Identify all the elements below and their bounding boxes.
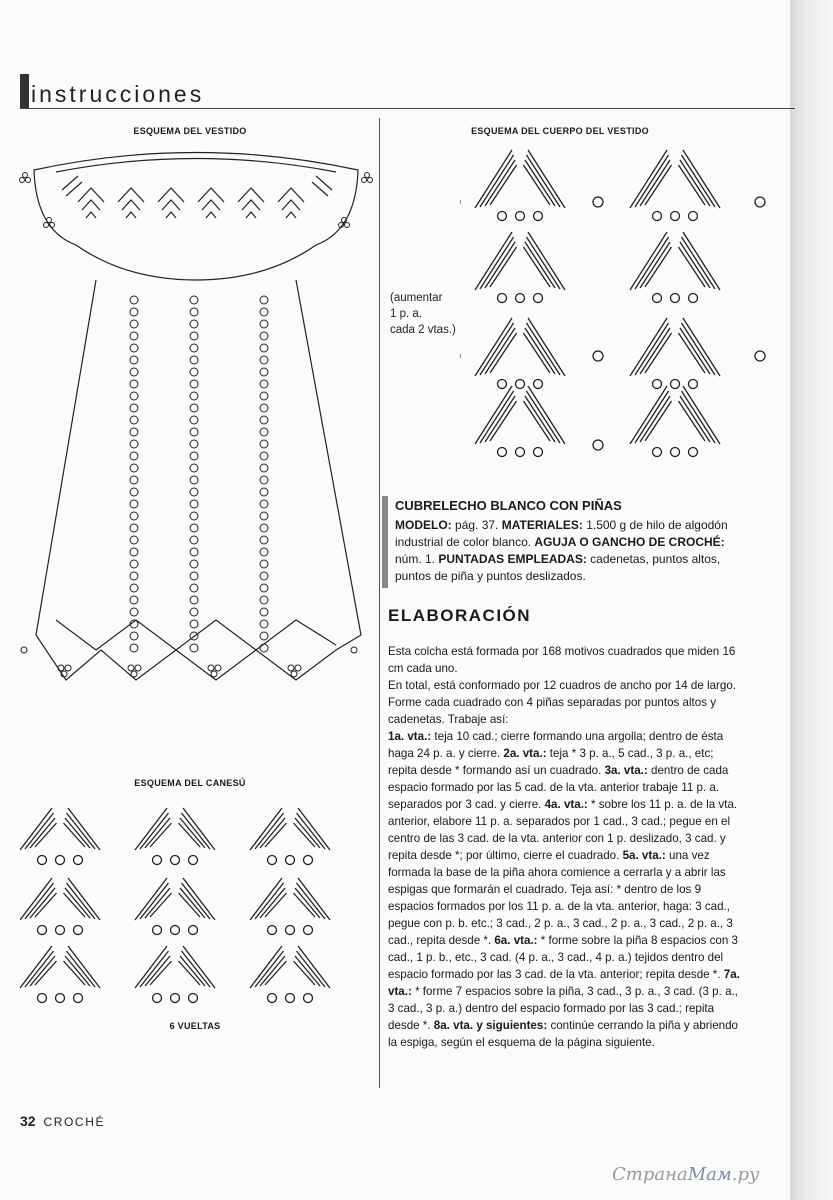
bead (190, 500, 198, 508)
stitch-line (682, 323, 716, 375)
bead (190, 596, 198, 604)
stitch-line (635, 237, 669, 289)
stitch-line (68, 878, 100, 920)
increase-note-line3: cada 2 vtas.) (390, 324, 456, 336)
stitch-line (485, 396, 515, 442)
bead (190, 320, 198, 328)
pattern-title: CUBRELECHO BLANCO CON PIÑAS (395, 498, 622, 513)
header-rule (20, 108, 795, 109)
stitch-line (135, 808, 167, 850)
bead (130, 644, 138, 652)
bead (130, 404, 138, 412)
round-2-text: teja * 3 p. a., 5 cad., 3 p. a., etc; repita desde * formando así un cuadrado. (388, 747, 714, 777)
stitch-line (250, 946, 282, 988)
ring (153, 856, 162, 865)
ring (189, 994, 198, 1003)
pattern-box-accent (382, 496, 388, 588)
stitch-line (298, 946, 330, 988)
ring (671, 380, 680, 389)
round-4-label: 4a. vta.: (544, 798, 588, 811)
ring (74, 926, 83, 935)
ring (755, 197, 765, 207)
yoke-motifs (20, 808, 330, 1003)
ring (593, 440, 603, 450)
ring (671, 448, 680, 457)
bead (190, 404, 198, 412)
puntadas-label: PUNTADAS EMPLEADAS: (438, 552, 587, 566)
watermark-part-2: Мам (687, 1164, 732, 1185)
bead (260, 620, 268, 628)
pattern-details (395, 517, 740, 585)
dress-schematic (16, 140, 376, 700)
bead (260, 476, 268, 484)
bead (130, 452, 138, 460)
bead (130, 296, 138, 304)
ring (171, 926, 180, 935)
bead (260, 440, 268, 448)
stitch-line (640, 396, 670, 442)
ring (171, 856, 180, 865)
stitch-line (298, 808, 330, 850)
stitch-line (680, 328, 710, 374)
header-title: instrucciones (31, 81, 205, 107)
stitch-line (525, 328, 555, 374)
round-8-label: 8a. vta. y siguientes: (433, 1019, 548, 1032)
bead (260, 560, 268, 568)
bead (130, 344, 138, 352)
bead (260, 464, 268, 472)
increase-note (390, 290, 456, 338)
stitch-line (635, 155, 669, 207)
stitch-line (183, 946, 215, 988)
bead (260, 308, 268, 316)
stitch-line (480, 391, 514, 443)
stitch-line (640, 160, 670, 206)
ring (56, 926, 65, 935)
stitch-line (680, 160, 710, 206)
dress-bead-columns (130, 296, 268, 652)
bead (130, 380, 138, 388)
bead (190, 440, 198, 448)
column-divider (379, 118, 380, 1088)
bead (260, 584, 268, 592)
ring (498, 380, 507, 389)
ring (304, 856, 313, 865)
ring (268, 856, 277, 865)
stitch-line (525, 242, 555, 288)
bead (190, 476, 198, 484)
round-1-text: teja 10 cad.; cierre formando una argolla; dentro de ésta haga 24 p. a. y cierre. (388, 730, 724, 760)
increase-note-line1: (aumentar (390, 292, 443, 304)
round-7-text: * forme 7 espacios sobre la piña, 3 cad., 3 p. a., 3 cad. (3 p. a., 3 cad., 3 p. a.) dentro del espacio formado por las 3 cad.; repita desde *. (388, 985, 738, 1032)
ring (671, 294, 680, 303)
ring (653, 212, 662, 221)
aguja-label: AGUJA O GANCHO DE CROCHÉ: (534, 535, 725, 549)
ring (286, 926, 295, 935)
bead (260, 452, 268, 460)
materiales-label: MATERIALES: (501, 518, 583, 532)
bead (130, 416, 138, 424)
dress-hem-inner (56, 620, 336, 650)
round-7-label: 7a. vta.: (388, 968, 740, 998)
round-5-text: una vez formada la base de la piña ahora comience a cerrarla y a abrir las espigas que formarán el cuadrado. Teja así: * dentro de los 9 espacios formados por los 11 p. a. de la vta. anterior, haga: 3 cad., pegue con p. b. etc.; 3 cad., 2 p. a., 3 cad., 2 p. a., 3 cad., 2 p. a., 3 cad., repita desde *. (388, 849, 733, 947)
ring (516, 380, 525, 389)
stitch-line (682, 237, 716, 289)
round-6-text: * forme sobre la piña 8 espacios con 3 cad., 1 p. b., etc., 3 cad. (4 p. a., 3 cad., 4 p. a.) tejidos dentro del espacio formado por las 3 cad. de la vta. anterior; repita desde *. (388, 934, 738, 981)
stitch-line (682, 155, 716, 207)
stitch-line (250, 878, 282, 920)
caption-esquema-cuerpo: ESQUEMA DEL CUERPO DEL VESTIDO (471, 126, 649, 136)
bead (190, 416, 198, 424)
round-4-text: * sobre los 11 p. a. de la vta. anterior, elabore 11 p. a. separados por 1 cad., 3 cad.; pegue en el centro de las 3 cad. de la vta. anterior con 1 p. deslizado, 3 cad. y repita desde *; por último, cierre el cuadrado. (388, 798, 738, 862)
ring (56, 856, 65, 865)
stitch-line (20, 878, 52, 920)
bead (130, 308, 138, 316)
ring (286, 994, 295, 1003)
bead (260, 596, 268, 604)
bead (260, 644, 268, 652)
bead (190, 620, 198, 628)
bead (260, 332, 268, 340)
page-footer (20, 1113, 105, 1129)
bead (130, 440, 138, 448)
round-2-label: 2a. vta.: (503, 747, 547, 760)
bead (130, 572, 138, 580)
bead (260, 368, 268, 376)
stitch-line (680, 242, 710, 288)
bead (130, 500, 138, 508)
ring (593, 351, 603, 361)
ring (189, 926, 198, 935)
stitch-line (640, 242, 670, 288)
bead (190, 536, 198, 544)
bead (130, 392, 138, 400)
bead (130, 524, 138, 532)
bead (260, 572, 268, 580)
bodice-motifs (460, 150, 765, 457)
ring (653, 380, 662, 389)
stitch-line (480, 237, 514, 289)
ring (534, 448, 543, 457)
ring (153, 926, 162, 935)
watermark-part-1: Страна (612, 1164, 688, 1185)
stitch-line (20, 946, 52, 988)
watermark-part-3: .ру (731, 1164, 760, 1185)
ring (171, 994, 180, 1003)
aguja-text: núm. 1. (395, 552, 436, 566)
round-3-text: dentro de cada espacio formado por las 5 cad. de la vta. anterior trabaje 11 p. a. separados por 3 cad. y cierre. (388, 764, 729, 811)
round-5-label: 5a. vta.: (622, 849, 666, 862)
stitch-line (135, 946, 167, 988)
bead (260, 404, 268, 412)
stitch-line (480, 323, 514, 375)
materiales-text: 1.500 g de hilo de algodón industrial de color blanco. (395, 518, 728, 549)
ring (268, 994, 277, 1003)
bead (190, 572, 198, 580)
header-accent-bar (20, 74, 29, 108)
stitch-line (527, 391, 561, 443)
bead (260, 512, 268, 520)
ring (689, 448, 698, 457)
ring (74, 856, 83, 865)
stitch-line (485, 160, 515, 206)
ring (56, 994, 65, 1003)
ring (671, 212, 680, 221)
page-number: 32 (20, 1113, 36, 1129)
ring (534, 294, 543, 303)
modelo-text: pág. 37. (455, 518, 499, 532)
stitch-line (682, 391, 716, 443)
bead (190, 452, 198, 460)
ring (689, 380, 698, 389)
ring (38, 926, 47, 935)
stitch-line (20, 808, 52, 850)
ring (38, 856, 47, 865)
site-watermark (612, 1164, 759, 1185)
bead (190, 644, 198, 652)
bead (260, 548, 268, 556)
bead (260, 536, 268, 544)
bead (130, 332, 138, 340)
section-header (20, 72, 204, 108)
bead (190, 368, 198, 376)
bead (130, 548, 138, 556)
bead (130, 536, 138, 544)
bead (130, 368, 138, 376)
dress-yoke-outline (34, 153, 358, 281)
bead (190, 308, 198, 316)
ring (516, 212, 525, 221)
ring (534, 380, 543, 389)
bead (190, 356, 198, 364)
bead (130, 608, 138, 616)
bead (130, 596, 138, 604)
bead (190, 428, 198, 436)
bead (260, 488, 268, 496)
caption-esquema-canesu: ESQUEMA DEL CANESÚ (134, 778, 246, 788)
bead (260, 296, 268, 304)
stitch-line (68, 946, 100, 988)
round-1-label: 1a. vta.: (388, 730, 432, 743)
bead (190, 392, 198, 400)
modelo-label: MODELO: (395, 518, 452, 532)
increase-note-line2: 1 p. a. (390, 308, 422, 320)
bead (190, 464, 198, 472)
bodice-schematic (460, 140, 780, 460)
ring (755, 351, 765, 361)
instructions-body (388, 643, 740, 1051)
stitch-line (640, 328, 670, 374)
ring (153, 994, 162, 1003)
stitch-line (635, 323, 669, 375)
bead (260, 356, 268, 364)
magazine-name: CROCHÉ (43, 1115, 106, 1129)
stitch-line (183, 808, 215, 850)
stitch-line (527, 323, 561, 375)
ring (534, 212, 543, 221)
bead (260, 392, 268, 400)
stitch-line (527, 237, 561, 289)
stitch-line (635, 391, 669, 443)
bead (130, 488, 138, 496)
bead (190, 584, 198, 592)
section-title-elaboracion: ELABORACIÓN (388, 606, 532, 625)
bead (260, 320, 268, 328)
bead (130, 632, 138, 640)
bead (190, 608, 198, 616)
bead (130, 464, 138, 472)
bead (190, 380, 198, 388)
stitch-line (183, 878, 215, 920)
bead (190, 296, 198, 304)
bead (190, 488, 198, 496)
bead (260, 380, 268, 388)
puntadas-text: cadenetas, puntos altos, puntos de piña y puntos deslizados. (395, 552, 721, 583)
ring (498, 212, 507, 221)
ring (38, 994, 47, 1003)
bead (130, 320, 138, 328)
ring (689, 212, 698, 221)
ring (516, 294, 525, 303)
bead (260, 524, 268, 532)
ring (74, 994, 83, 1003)
ring (653, 448, 662, 457)
stitch-line (525, 396, 555, 442)
bead (190, 344, 198, 352)
stitch-line (480, 155, 514, 207)
ring (304, 994, 313, 1003)
page-edge (790, 0, 833, 1200)
paragraph-2: En total, está conformado por 12 cuadros de ancho por 14 de largo. Forme cada cuadrado con 4 piñas separadas por puntos altos y cadenetas. Trabaje así: (388, 679, 737, 726)
round-3-label: 3a. vta.: (604, 764, 648, 777)
ring (593, 197, 603, 207)
bead (260, 608, 268, 616)
ring (689, 294, 698, 303)
ring (304, 926, 313, 935)
stitch-line (135, 878, 167, 920)
caption-vueltas: 6 VUELTAS (169, 1021, 221, 1031)
bead (130, 476, 138, 484)
bead (190, 332, 198, 340)
dress-neckline (56, 159, 336, 173)
stitch-line (527, 155, 561, 207)
bead (260, 344, 268, 352)
round-8-text: continúe cerrando la piña y abriendo la espiga, según el esquema de la página siguiente. (388, 1019, 738, 1049)
bead (260, 428, 268, 436)
bead (130, 428, 138, 436)
ring (268, 926, 277, 935)
stitch-line (525, 160, 555, 206)
ring (498, 448, 507, 457)
yoke-schematic (20, 800, 370, 1015)
dress-yoke-chevrons (62, 176, 332, 218)
bead (260, 500, 268, 508)
round-6-label: 6a. vta.: (494, 934, 538, 947)
ring (653, 294, 662, 303)
bead (260, 416, 268, 424)
ring (286, 856, 295, 865)
bead (130, 512, 138, 520)
stitch-line (680, 396, 710, 442)
paragraph-rounds (388, 728, 740, 1051)
stitch-line (485, 242, 515, 288)
ring (498, 294, 507, 303)
caption-esquema-vestido: ESQUEMA DEL VESTIDO (133, 126, 247, 136)
paragraph-1: Esta colcha está formada por 168 motivos cuadrados que miden 16 cm cada uno. (388, 645, 736, 675)
bead (130, 356, 138, 364)
stitch-line (485, 328, 515, 374)
bead (190, 548, 198, 556)
bead (190, 524, 198, 532)
stitch-line (250, 808, 282, 850)
stitch-line (298, 878, 330, 920)
stitch-line (68, 808, 100, 850)
ring (516, 448, 525, 457)
ring (189, 856, 198, 865)
bead (190, 560, 198, 568)
bead (130, 584, 138, 592)
bead (260, 632, 268, 640)
bead (190, 512, 198, 520)
bead (130, 560, 138, 568)
